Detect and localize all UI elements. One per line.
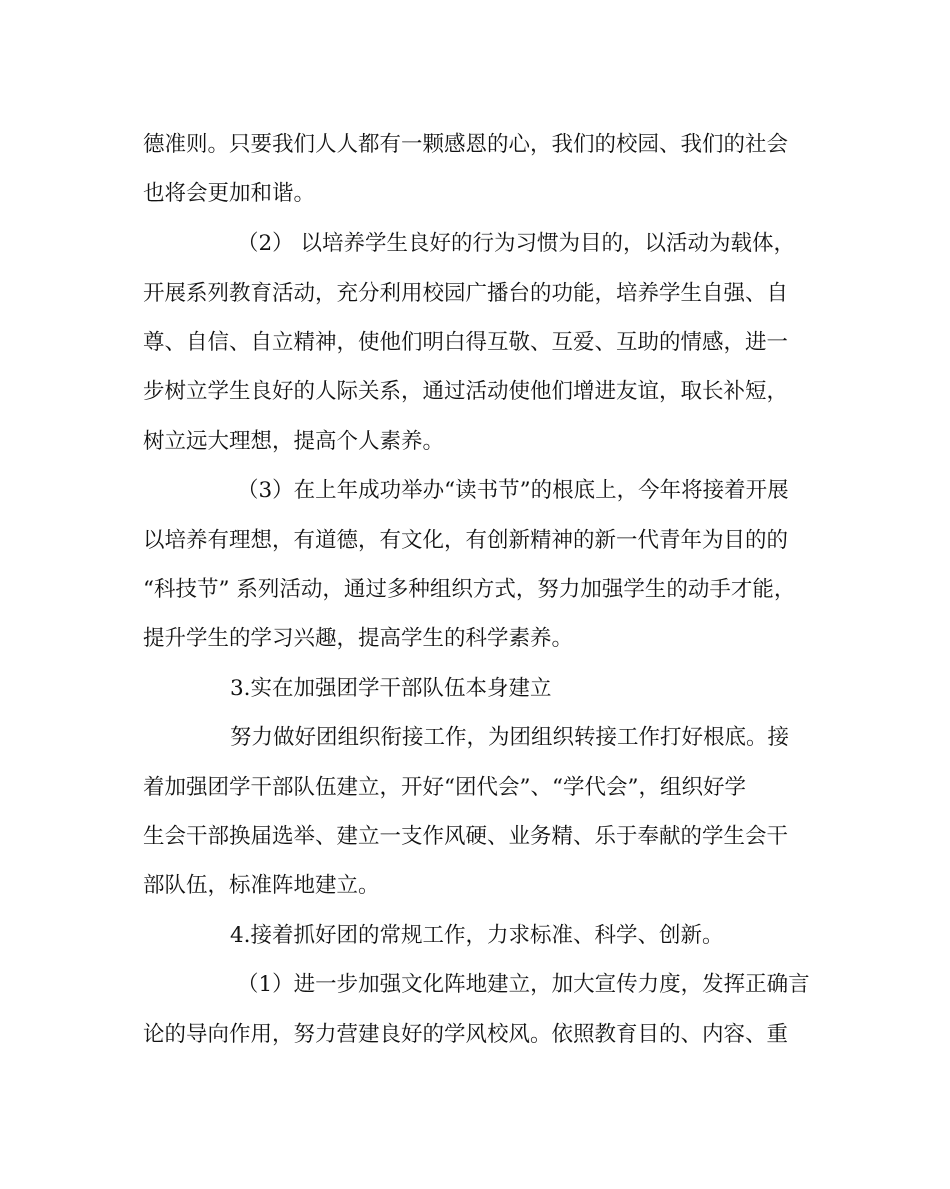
text-line: 也将会更加和谐。 xyxy=(143,181,316,206)
text-line: 论的导向作用，努力营建良好的学风校风。依照教育目的、内容、重 xyxy=(143,1022,789,1047)
text-line: 步树立学生良好的人际关系，通过活动使他们增进友谊，取长补短， xyxy=(143,379,789,404)
text-line: 德准则。只要我们人人都有一颗感恩的心，我们的校园、我们的社会 xyxy=(143,132,789,157)
section-heading: 4.接着抓好团的常规工作，力求标准、科学、创新。 xyxy=(230,923,724,948)
text-line: 生会干部换届选举、建立一支作风硬、业务精、乐于奉献的学生会干 xyxy=(143,824,789,849)
text-line: 尊、自信、自立精神，使他们明白得互敬、互爱、互助的情感，进一 xyxy=(143,330,789,355)
text-line: 着加强团学干部队伍建立，开好“团代会”、“学代会”，组织好学 xyxy=(143,775,746,800)
paragraph-3-start: （3）在上年成功举办“读书节”的根底上，今年将接着开展 xyxy=(237,478,789,503)
text-line: “科技节” 系列活动，通过多种组织方式，努力加强学生的动手才能， xyxy=(143,577,796,602)
paragraph-2-start: （2） 以培养学生良好的行为习惯为目的，以活动为载体， xyxy=(237,231,796,256)
paragraph-start: 努力做好团组织衔接工作，为团组织转接工作打好根底。接 xyxy=(230,725,790,750)
section-heading: 3.实在加强团学干部队伍本身建立 xyxy=(230,676,552,701)
paragraph-1-start: （1）进一步加强文化阵地建立，加大宣传力度，发挥正确言 xyxy=(237,972,810,997)
text-line: 以培养有理想，有道德，有文化，有创新精神的新一代青年为目的的 xyxy=(143,528,789,553)
text-line: 树立远大理想，提高个人素养。 xyxy=(143,429,445,454)
text-line: 开展系列教育活动，充分利用校园广播台的功能，培养学生自强、自 xyxy=(143,281,789,306)
text-line: 提升学生的学习兴趣，提高学生的科学素养。 xyxy=(143,626,574,651)
text-line: 部队伍，标准阵地建立。 xyxy=(143,873,380,898)
